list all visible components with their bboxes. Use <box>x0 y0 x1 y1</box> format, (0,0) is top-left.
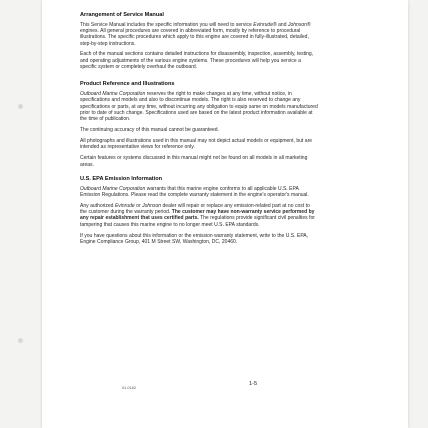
paragraph: If you have questions about this information or the emission warranty statement, write to the U.S. EPA, Engine Compliance Group, 401 M Street SW, Washington, DC, 20460. <box>80 232 309 245</box>
footer-code: 01-0162 <box>122 386 136 390</box>
section-product-reference <box>80 81 318 167</box>
paragraph: Any authorized Evinrude or Johnson dealer will repair or replace any emission-related part at no cost to the customer during the warranty period. The customer may have non-warranty service performed by any repair establishment that uses certified parts. The regulations provide significant civil penalties for tampering that causes this marine engine to no longer meet U.S. EPA standards. <box>80 202 315 228</box>
section-epa-emission <box>80 176 318 245</box>
page-content <box>80 12 318 250</box>
section-heading: Arrangement of Service Manual <box>80 12 164 18</box>
punch-hole-top <box>18 104 23 109</box>
paragraph: Outboard Marine Corporation warrants that this marine engine conforms to all applicable U.S. EPA Emission Regulations. Please read the complete warranty statement in the engine's operator's manual. <box>80 185 309 198</box>
section-arrangement <box>80 12 318 70</box>
paragraph: All photographs and illustrations used in this manual may not depict actual models or equipment, but are intended as representative views for reference only. <box>80 138 313 151</box>
paragraph: Each of the manual sections contains detailed instructions for disassembly, inspection, assembly, testing, and operating adjustments of the various engine systems. These procedures will help you service a specific system or completely overhaul the outboard. <box>80 51 314 71</box>
paragraph: This Service Manual includes the specific information you will need to service Evinrude® and Johnson® engines. All general procedures are covered in abbreviated form, mostly by reference to procedural illustrations. The specific procedures which apply to this engine are covered in fully-illustrated, detailed, step-by-step instructions. <box>80 21 311 47</box>
paragraph: The continuing accuracy of this manual cannot be guaranteed. <box>80 127 219 134</box>
paragraph: Outboard Marine Corporation reserves the right to make changes at any time, without notice, in specifications and models and also to discontinue models. The right is also reserved to change any specifications or parts, at any time, without incurring any obligation to equip same on models manufactured prior to date of such change. Specifications used are based on the latest product information available at the time of publication. <box>80 91 318 123</box>
page-number: 1-5 <box>249 381 258 387</box>
paragraph: Certain features or systems discussed in this manual might not be found on all models in all marketing areas. <box>80 155 308 168</box>
section-heading: Product Reference and Illustrations <box>80 81 175 88</box>
punch-hole-bottom <box>18 338 23 343</box>
manual-page <box>42 0 408 428</box>
section-heading: U.S. EPA Emission Information <box>80 175 163 182</box>
